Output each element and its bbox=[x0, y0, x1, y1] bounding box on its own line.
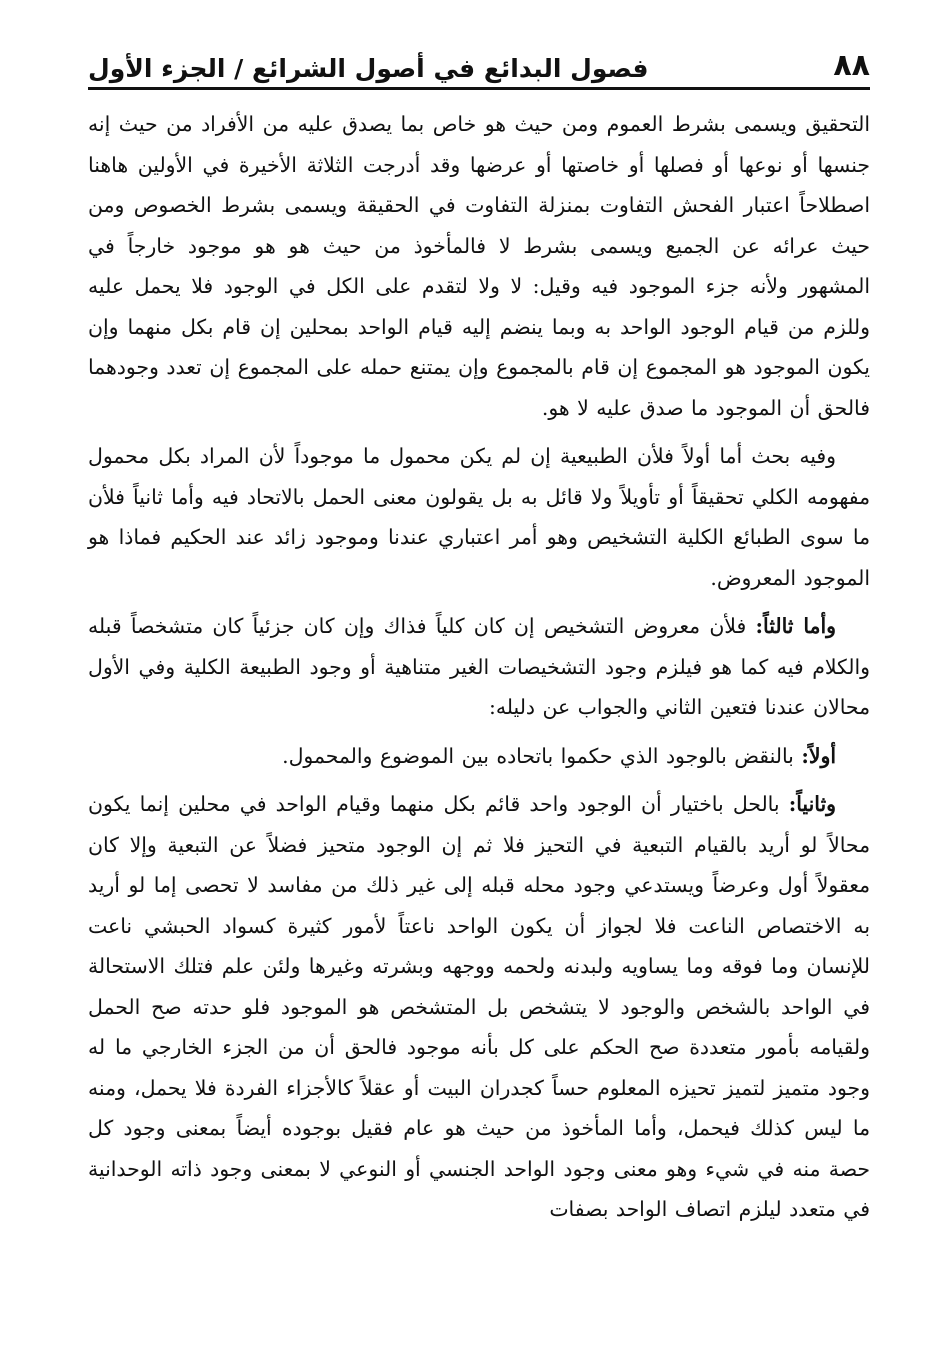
paragraph-text: التحقيق ويسمى بشرط العموم ومن حيث هو خاص بما يصدق عليه من الأفراد من حيث إنه جنسها أو نوعها أو فصلها أو خاصتها أو عرضها وقد أدرجت الثلاثة الأخيرة في الأولين هاهنا اصطلاحاً اعتبار الفحش التفاوت بمنزلة التفاوت في الحقيقة ويسمى بشرط الخصوص ومن حيث عرائه عن الجميع ويسمى بشرط لا فالمأخوذ من حيث هو هو موجود خارجاً في المشهور ولأنه جزء الموجود فيه وقيل: لا ولا لتقدم على الكل في الوجود فلا يحمل عليه وللزم من قيام الوجود الواحد به وبما ينضم إليه قيام الواحد بمحلين إن قام بكل منهما وإن يكون الموجود هو المجموع إن قام بالمجموع وإن يمتنع حمله على المجموع إن تعدد وجودهما فالحق أن الموجود ما صدق عليه لا هو. bbox=[88, 112, 870, 420]
paragraph-text: وفيه بحث أما أولاً فلأن الطبيعية إن لم يكن محمول ما موجوداً لأن المراد بكل محمول مفهومه الكلي تحقيقاً أو تأويلاً ولا قائل به بل يقولون معنى الحمل بالاتحاد فيه وأما ثانياً فلأن ما سوى الطبائع الكلية التشخيص وهو أمر اعتباري عندنا وموجود زائد عند الحكيم فماذا هو الموجود المعروض. bbox=[88, 444, 870, 590]
paragraph bbox=[88, 104, 870, 428]
body-text bbox=[88, 104, 870, 1230]
page-number: ٨٨ bbox=[833, 48, 870, 83]
running-title: فصول البدائع في أصول الشرائع / الجزء الأول bbox=[88, 54, 649, 83]
page-header bbox=[88, 40, 870, 90]
document-page bbox=[88, 40, 870, 1330]
paragraph bbox=[88, 784, 870, 1230]
paragraph-text: فلأن معروض التشخيص إن كان كلياً فذاك وإن كان جزئياً كان متشخصاً قبله والكلام فيه كما هو فيلزم وجود التشخيصات الغير متناهية أو وجود الطبيعة الكلية وفي الأول محالان عندنا فتعين الثاني والجواب عن دليله: bbox=[88, 614, 870, 719]
paragraph-lead: وثانياً: bbox=[788, 792, 836, 816]
paragraph-lead: وأما ثالثاً: bbox=[755, 614, 836, 638]
paragraph bbox=[88, 436, 870, 598]
paragraph-text: بالحل باختيار أن الوجود واحد قائم بكل منهما وقيام الواحد في محلين إنما يكون محالاً لو أريد بالقيام التبعية في التحيز فلا ثم إن الوجود متحيز فضلاً عن التبعية وإلا كان معقولاً أول وعرضاً ويستدعي وجود محله قبله إلى غير ذلك من مفاسد لا تحصى إما لو أريد به الاختصاص الناعت فلا لجواز أن يكون الواحد ناعتاً لأمور كثيرة كسواد الحبشي ناعت للإنسان وما فوقه وما يساويه ولبدنه ولحمه ووجهه وبشرته وغيرها ولئن علم فتلك الاستحالة في الواحد بالشخص والوجود لا يتشخص بل المتشخص هو الموجود فلو حدته صح الحمل ولقيامه بأمور متعددة صح الحكم على كل بأنه موجود فالحق أن من الجزء الخارجي ما له وجود متميز لتميز تحيزه المعلوم حساً كجدران البيت أو عقلاً كالأجزاء الفردة فلا يحمل، ومنه ما ليس كذلك فيحمل، وأما المأخوذ من حيث هو عام فقيل بوجوده أيضاً بمعنى وجود كل حصة منه في شيء وهو معنى وجود الواحد الجنسي أو النوعي لا بمعنى وجود ذاته الوحدانية في متعدد ليلزم اتصاف الواحد بصفات bbox=[88, 792, 870, 1221]
paragraph bbox=[88, 736, 870, 777]
paragraph-text: بالنقض بالوجود الذي حكموا باتحاده بين الموضوع والمحمول. bbox=[282, 743, 802, 768]
paragraph-lead: أولاً: bbox=[801, 743, 836, 768]
paragraph bbox=[88, 606, 870, 728]
